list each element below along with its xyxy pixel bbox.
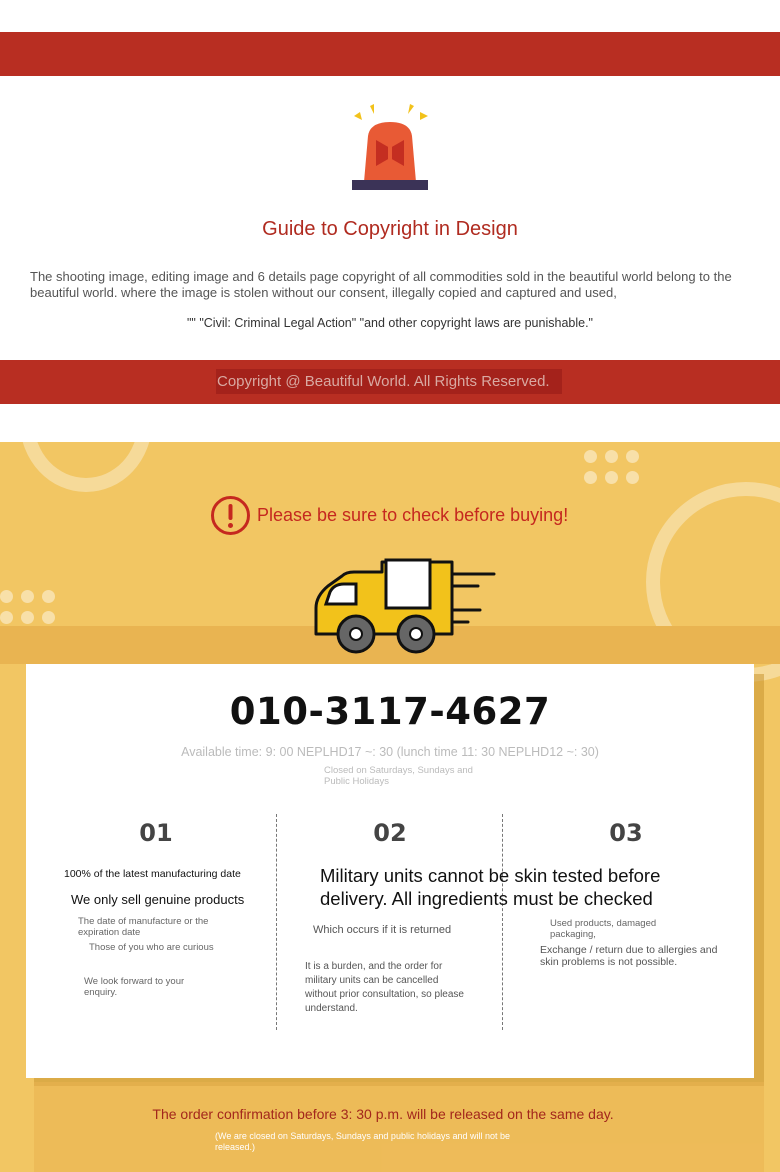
- column-3-text: Exchange / return due to allergies and skin problems is not possible.: [540, 944, 718, 968]
- column-number: 03: [609, 819, 643, 847]
- phone-number: 010-3117-4627: [229, 690, 551, 733]
- column-2-text: Military units cannot be skin tested before delivery. All ingredients must be checked: [320, 865, 661, 909]
- decorative-ring: [20, 442, 152, 492]
- closed-notice: Closed on Saturdays, Sundays and Public Holidays: [324, 765, 473, 787]
- column-1-text: Those of you who are curious: [89, 942, 214, 953]
- decorative-dots: [584, 450, 639, 484]
- exclamation-circle-icon: [210, 495, 251, 536]
- copyright-body: The shooting image, editing image and 6 details page copyright of all commodities sold in the beautiful world belong to the beautiful world. where the image is stolen without our consent, illegally copied and captured and used,: [30, 269, 732, 300]
- column-1-text: 100% of the latest manufacturing date: [64, 868, 241, 880]
- check-section: [0, 442, 780, 1172]
- order-sub-note: (We are closed on Saturdays, Sundays and public holidays and will not be released.): [215, 1131, 511, 1152]
- copyright-footer: Copyright @ Beautiful World. All Rights Reserved.: [216, 369, 562, 394]
- copyright-title: Guide to Copyright in Design: [262, 218, 518, 240]
- column-divider: [276, 814, 277, 1030]
- column-divider: [502, 814, 503, 1030]
- delivery-truck-icon: [312, 556, 498, 656]
- order-footer-box: [34, 1082, 764, 1172]
- column-number: 01: [139, 819, 173, 847]
- siren-icon: [346, 102, 434, 194]
- info-card: [26, 664, 754, 1078]
- column-2-text: Which occurs if it is returned: [313, 924, 452, 936]
- check-heading: Please be sure to check before buying!: [257, 505, 569, 525]
- column-1-text: The date of manufacture or the expiration date: [78, 916, 209, 938]
- copyright-law-text: "" "Civil: Criminal Legal Action" "and other copyright laws are punishable.": [187, 316, 593, 330]
- column-number: 02: [373, 819, 407, 847]
- column-1-text: We only sell genuine products: [71, 892, 245, 907]
- column-1-text: We look forward to your enquiry.: [84, 976, 185, 998]
- order-confirmation: The order confirmation before 3: 30 p.m. will be released on the same day.: [152, 1106, 614, 1122]
- column-3-text: Used products, damaged packaging,: [550, 918, 657, 940]
- top-red-bar: [0, 32, 780, 76]
- bottom-red-bar: [0, 360, 780, 404]
- available-time: Available time: 9: 00 NEPLHD17 ~: 30 (lunch time 11: 30 NEPLHD12 ~: 30): [181, 745, 599, 759]
- column-2-text: It is a burden, and the order for military units can be cancelled without prior consultation, so please understand.: [305, 961, 464, 1014]
